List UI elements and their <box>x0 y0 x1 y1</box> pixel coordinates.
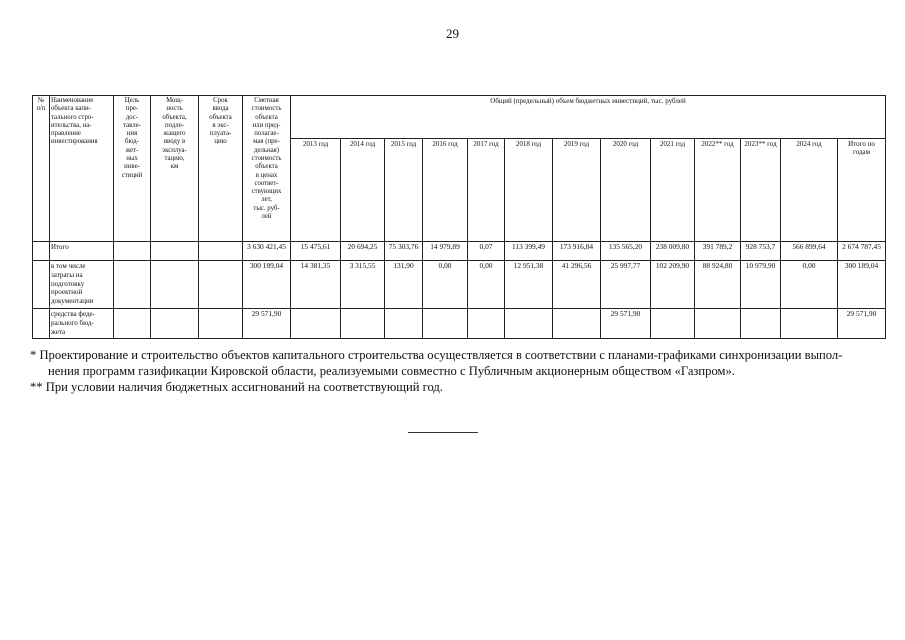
header-name: Наименование объекта капи- тального стро- ительства, на- правление инвестирования <box>50 96 114 242</box>
header-year: 2019 год <box>553 139 601 242</box>
header-goal: Цель пре- дос- тавле- ния бюд- жет- ных инве- стиций <box>114 96 151 242</box>
cell-value: 173 916,84 <box>553 242 601 261</box>
header-total-by-years: Итого по годам <box>838 139 886 242</box>
cell-value <box>468 309 505 339</box>
cell-estimate: 3 630 421,45 <box>243 242 291 261</box>
cell-value: 12 951,38 <box>505 261 553 309</box>
header-year: 2020 год <box>601 139 651 242</box>
header-year: 2014 год <box>341 139 385 242</box>
cell-value <box>741 309 781 339</box>
cell-value <box>423 309 468 339</box>
row-label: в том числе затраты на подготовку проектной документации <box>50 261 114 309</box>
cell-term <box>199 261 243 309</box>
cell-value <box>505 309 553 339</box>
cell-value: 29 571,90 <box>601 309 651 339</box>
header-year: 2015 год <box>385 139 423 242</box>
footnote-1: * Проектирование и строительство объектов капитального строительства осуществляется в соответствии с планами-графиками синхронизации выпол- <box>30 348 843 362</box>
cell-value: 10 979,90 <box>741 261 781 309</box>
cell-value: 14 381,35 <box>291 261 341 309</box>
cell-capacity <box>151 242 199 261</box>
separator-line <box>408 432 478 433</box>
cell-value <box>781 309 838 339</box>
header-investment-group: Общий (предельный) объем бюджетных инвестиций, тыс. рублей <box>291 96 886 139</box>
cell-value: 14 979,89 <box>423 242 468 261</box>
header-term: Срок ввода объекта в экс- плуата- цию <box>199 96 243 242</box>
cell-goal <box>114 242 151 261</box>
cell-value: 131,90 <box>385 261 423 309</box>
row-label: Итого <box>50 242 114 261</box>
cell-value: 75 303,76 <box>385 242 423 261</box>
cell-capacity <box>151 309 199 339</box>
cell-value: 135 565,20 <box>601 242 651 261</box>
cell-term <box>199 242 243 261</box>
cell-value <box>341 309 385 339</box>
cell-value: 566 899,64 <box>781 242 838 261</box>
cell-value: 391 789,2 <box>695 242 741 261</box>
cell-num <box>33 242 50 261</box>
header-year: 2013 год <box>291 139 341 242</box>
cell-value: 928 753,7 <box>741 242 781 261</box>
cell-value: 41 296,56 <box>553 261 601 309</box>
cell-value: 0,00 <box>468 261 505 309</box>
cell-num <box>33 309 50 339</box>
row-label: средства феде- рального бюд- жета <box>50 309 114 339</box>
header-year: 2016 год <box>423 139 468 242</box>
footnote-1-continuation: нения программ газификации Кировской области, реализуемыми совместно с Публичным акционерным обществом «Газпром». <box>48 364 735 379</box>
cell-value: 300 189,04 <box>838 261 886 309</box>
cell-value: 88 924,80 <box>695 261 741 309</box>
cell-value <box>291 309 341 339</box>
header-estimate: Сметная стоимость объекта или пред- полагае- мая (пре- дельная) стоимость объекта в ценах соответ- ствующих лет, тыс. руб- лей <box>243 96 291 242</box>
table-row-total <box>33 242 886 261</box>
cell-value: 238 009,80 <box>651 242 695 261</box>
cell-value <box>695 309 741 339</box>
cell-value <box>385 309 423 339</box>
cell-value: 29 571,90 <box>838 309 886 339</box>
cell-value: 3 315,55 <box>341 261 385 309</box>
page-number: 29 <box>446 26 459 41</box>
cell-goal <box>114 309 151 339</box>
header-year: 2021 год <box>651 139 695 242</box>
investment-table <box>32 95 886 339</box>
cell-value <box>651 309 695 339</box>
header-year: 2023** год <box>741 139 781 242</box>
cell-value: 0,00 <box>781 261 838 309</box>
header-year: 2018 год <box>505 139 553 242</box>
cell-value <box>553 309 601 339</box>
header-year: 2022** год <box>695 139 741 242</box>
cell-value: 0,07 <box>468 242 505 261</box>
cell-num <box>33 261 50 309</box>
header-num: № п/п <box>33 96 50 242</box>
cell-value: 25 997,77 <box>601 261 651 309</box>
header-capacity: Мощ- ность объекта, подле- жащего вводу в эксплуа- тацию, км <box>151 96 199 242</box>
cell-value: 20 694,25 <box>341 242 385 261</box>
header-year: 2024 год <box>781 139 838 242</box>
cell-estimate: 300 189,04 <box>243 261 291 309</box>
footnotes <box>30 347 880 395</box>
footnote-2: ** При условии наличия бюджетных ассигнований на соответствующий год. <box>30 380 443 395</box>
cell-value: 15 475,61 <box>291 242 341 261</box>
cell-value: 102 209,90 <box>651 261 695 309</box>
cell-capacity <box>151 261 199 309</box>
cell-value: 113 399,49 <box>505 242 553 261</box>
cell-estimate: 29 571,90 <box>243 309 291 339</box>
table-row-federal-budget <box>33 309 886 339</box>
header-year: 2017 год <box>468 139 505 242</box>
cell-term <box>199 309 243 339</box>
cell-goal <box>114 261 151 309</box>
cell-value: 2 674 787,45 <box>838 242 886 261</box>
table-row-design-costs <box>33 261 886 309</box>
cell-value: 0,00 <box>423 261 468 309</box>
